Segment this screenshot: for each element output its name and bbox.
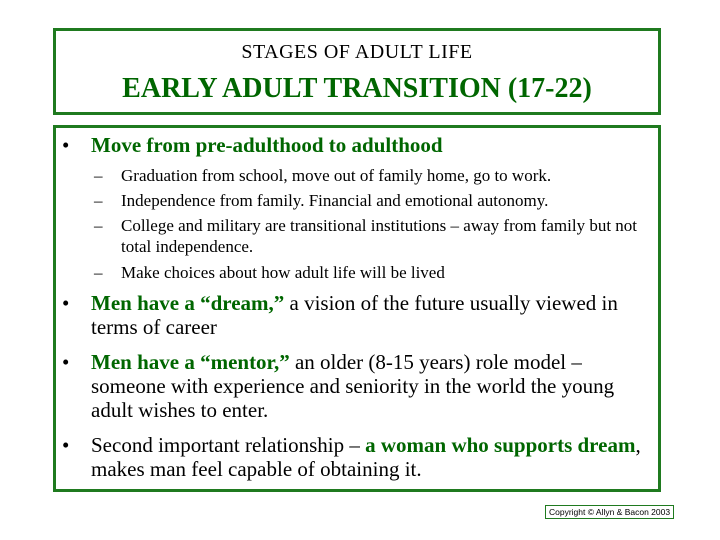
plain-text: a vision of the future usually viewed in terms of career [91, 291, 618, 339]
plain-text: Second important relationship – [91, 433, 366, 457]
sub-item [94, 190, 654, 211]
copyright-notice: Copyright © Allyn & Bacon 2003 [545, 505, 674, 519]
bullet-marker: • [62, 350, 70, 374]
sub-item-text: Make choices about how adult life will be lived [121, 263, 445, 282]
plain-text: an older (8-15 years) role model – someone with experience and seniority in the world the young adult wishes to enter. [91, 350, 615, 422]
highlight-text: a woman who supports dream [365, 433, 636, 457]
dash-marker: – [94, 166, 103, 185]
dash-marker: – [94, 263, 103, 282]
sub-item-text: Graduation from school, move out of family home, go to work. [121, 166, 552, 185]
dash-marker: – [94, 191, 103, 210]
bullet-text [62, 350, 652, 422]
sub-item-text: College and military are transitional institutions – away from family but not total independence. [121, 216, 638, 256]
bullet-text [62, 291, 652, 339]
plain-text: , makes man feel capable of obtaining it. [91, 433, 641, 481]
slide-subtitle: STAGES OF ADULT LIFE [241, 41, 473, 63]
bullet-text [62, 433, 652, 481]
highlight-text: Men have a “dream,” [91, 291, 285, 315]
bullet-item [62, 291, 652, 339]
bullet-marker: • [62, 291, 70, 315]
sub-item [94, 165, 654, 186]
bullet-item [62, 350, 652, 422]
highlight-text: Men have a “mentor,” [91, 350, 290, 374]
bullet-text: Move from pre-adulthood to adulthood [91, 133, 443, 157]
sub-item [94, 215, 654, 257]
slide-title: EARLY ADULT TRANSITION (17-22) [122, 73, 592, 104]
content-box [53, 125, 661, 492]
sub-item [94, 262, 654, 283]
bullet-marker: • [62, 433, 70, 457]
title-box [53, 28, 661, 115]
bullet-item [62, 133, 652, 157]
sub-item-text: Independence from family. Financial and emotional autonomy. [121, 191, 549, 210]
bullet-item [62, 433, 652, 481]
dash-marker: – [94, 216, 103, 235]
bullet-marker: • [62, 133, 70, 157]
